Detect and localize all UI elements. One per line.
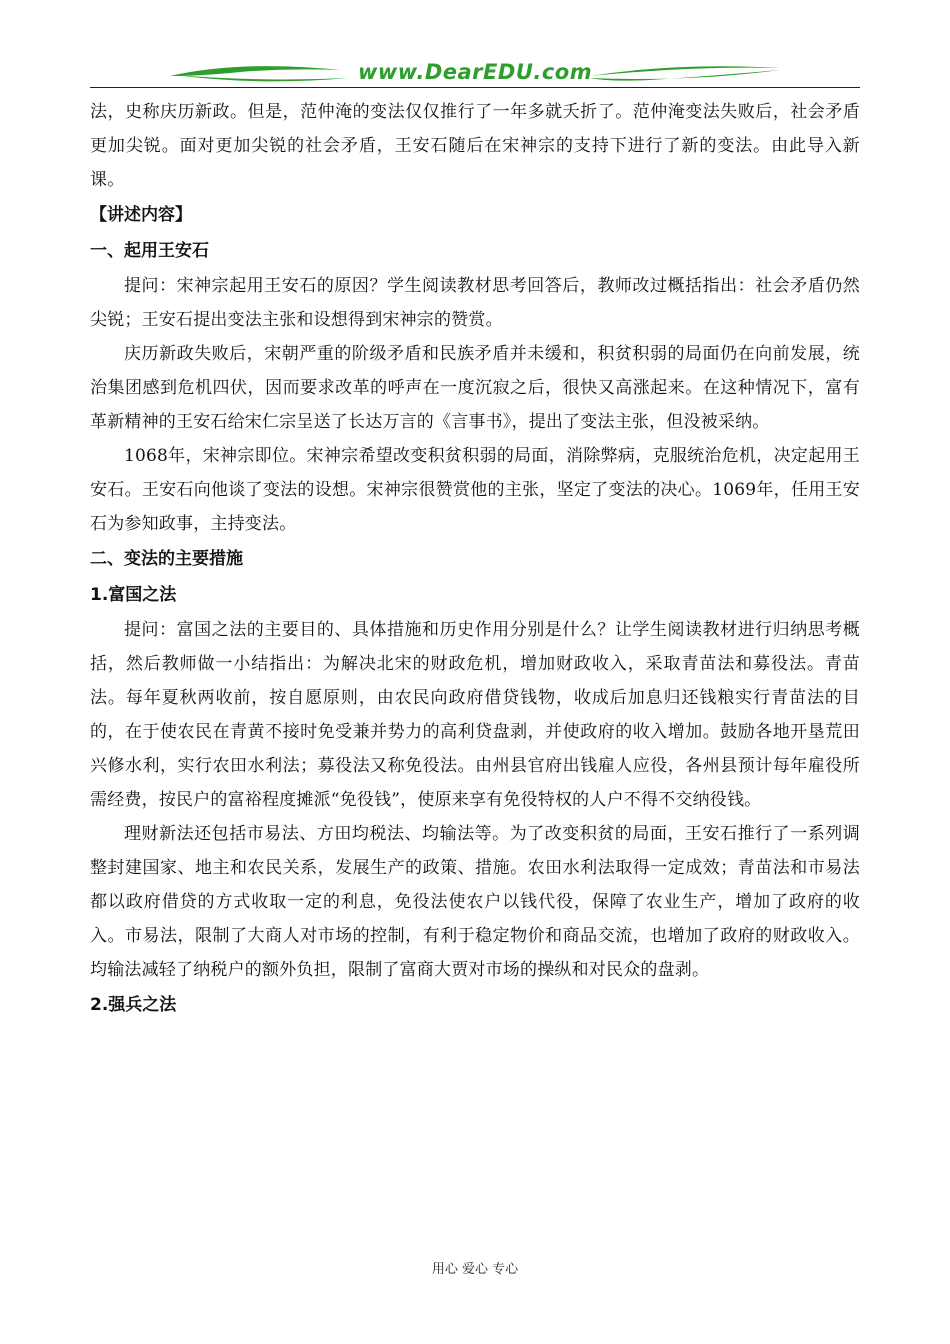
section-heading: 1.富国之法 xyxy=(90,585,177,605)
paragraph: 法，史称庆历新政。但是，范仲淹的变法仅仅推行了一年多就夭折了。范仲淹变法失败后，社会矛盾更加尖锐。面对更加尖锐的社会矛盾，王安石随后在宋神宗的支持下进行了新的变法。由此导入新课。 xyxy=(90,102,860,190)
paragraph: 提问：宋神宗起用王安石的原因？学生阅读教材思考回答后，教师改过概括指出：社会矛盾仍然尖锐；王安石提出变法主张和设想得到宋神宗的赞赏。 xyxy=(90,276,860,330)
site-logo-text: www.DearEDU.com xyxy=(358,60,593,84)
paragraph: 庆历新政失败后，宋朝严重的阶级矛盾和民族矛盾并未缓和，积贫积弱的局面仍在向前发展，统治集团感到危机四伏，因而要求改革的呼声在一度沉寂之后，很快又高涨起来。在这种情况下，富有革新精神的王安石给宋仁宗呈送了长达万言的《言事书》，提出了变法主张，但没被采纳。 xyxy=(90,344,860,432)
paragraph: 理财新法还包括市易法、方田均税法、均输法等。为了改变积贫的局面，王安石推行了一系列调整封建国家、地主和农民关系，发展生产的政策、措施。农田水利法取得一定成效；青苗法和市易法都以政府借贷的方式收取一定的利息，免役法使农户以钱代役，保障了农业生产，增加了政府的收入。市易法，限制了大商人对市场的控制，有利于稳定物价和商品交流，也增加了政府的财政收入。均输法减轻了纳税户的额外负担，限制了富商大贾对市场的操纵和对民众的盘剥。 xyxy=(90,824,860,980)
header-divider xyxy=(90,87,860,88)
section-heading: 2.强兵之法 xyxy=(90,995,177,1015)
document-body xyxy=(90,95,860,1023)
section-heading: 二、变法的主要措施 xyxy=(90,549,243,569)
paragraph: 1068年，宋神宗即位。宋神宗希望改变积贫积弱的局面，消除弊病，克服统治危机，决定起用王安石。王安石向他谈了变法的设想。宋神宗很赞赏他的主张，坚定了变法的决心。1069年，任用王安石为参知政事，主持变法。 xyxy=(90,446,860,534)
section-heading: 【讲述内容】 xyxy=(90,205,192,225)
page-footer: 用心 爱心 专心 xyxy=(431,1262,519,1277)
paragraph: 提问：富国之法的主要目的、具体措施和历史作用分别是什么？让学生阅读教材进行归纳思考概括，然后教师做一小结指出：为解决北宋的财政危机，增加财政收入，采取青苗法和募役法。青苗法。每年夏秋两收前，按自愿原则，由农民向政府借贷钱物，收成后加息归还钱粮实行青苗法的目的，在于使农民在青黄不接时免受兼并势力的高利贷盘剥，并使政府的收入增加。鼓励各地开垦荒田兴修水利，实行农田水利法；募役法又称免役法。由州县官府出钱雇人应役，各州县预计每年雇役所需经费，按民户的富裕程度摊派“免役钱”，使原来享有免役特权的人户不得不交纳役钱。 xyxy=(90,620,860,810)
section-heading: 一、起用王安石 xyxy=(90,241,209,261)
page-header xyxy=(90,56,860,90)
